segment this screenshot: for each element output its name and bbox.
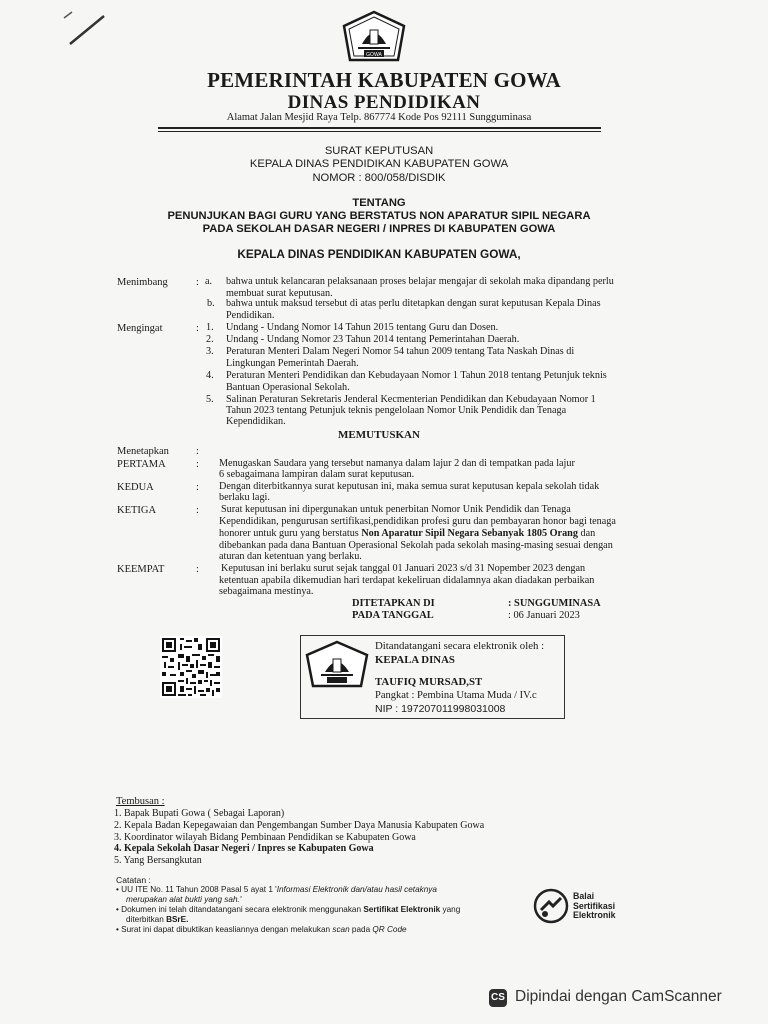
catatan-note-2-bold: Sertifikat Elektronik <box>363 905 441 914</box>
ketiga-highlight: Non Aparatur Sipil Negara Sebanyak 1805 Orang <box>361 528 578 539</box>
ketiga-label: KETIGA <box>117 505 157 516</box>
tanggal-value: : 06 Januari 2023 <box>508 610 580 621</box>
tembusan-item: 3. Koordinator wilayah Bidang Pembinaan Pendidikan se Kabupaten Gowa <box>114 831 416 843</box>
catatan-note-1-quote-end: merupakan alat bukti yang sah.' <box>126 895 242 904</box>
menimbang-marker-a: a. <box>205 276 213 287</box>
catatan-note-1-cont <box>116 895 516 905</box>
ditetapkan-label: DITETAPKAN DI <box>352 598 435 609</box>
ketiga-line5: aturan dan ketentuan yang berlaku. <box>219 551 362 562</box>
menimbang-b-line1: bahwa untuk maksud tersebut di atas perlu ditetapkan dengan surat keputusan Kepala Dinas <box>226 298 601 309</box>
pertama-colon: : <box>196 459 199 470</box>
ketiga-colon: : <box>196 505 199 516</box>
menimbang-marker-b: b. <box>207 298 215 309</box>
keempat-line2: ketentuan apabila dikemudian hari terdapat kekeliruan didalamnya akan diadakan perbaikan <box>219 575 595 586</box>
signer-rank: Pangkat : Pembina Utama Muda / IV.c <box>375 690 537 701</box>
memutuskan-heading: MEMUTUSKAN <box>338 429 420 441</box>
catatan-note-1-text: UU ITE No. 11 Tahun 2008 Pasal 5 ayat 1 ' <box>121 885 277 894</box>
kedua-line1: Dengan diterbitkannya surat keputusan ini, maka semua surat keputusan kepala sekolah tidak <box>219 481 600 492</box>
catatan-note-2-text: Dokumen ini telah ditandatangani secara elektronik menggunakan <box>121 905 364 914</box>
mengingat-marker-2: 2. <box>206 334 214 345</box>
header-divider-thin <box>158 131 601 132</box>
kedua-label: KEDUA <box>117 482 154 493</box>
mengingat-item-3-line2: Lingkungan Pemerintah Daerah. <box>226 358 359 369</box>
subject-line-2: PADA SEKOLAH DASAR NEGERI / INPRES DI KABUPATEN GOWA <box>202 223 556 235</box>
header-department: DINAS PENDIDIKAN <box>287 92 481 113</box>
menimbang-a-line2: membuat surat keputusan. <box>226 288 333 299</box>
issuer-heading: KEPALA DINAS PENDIDIKAN KABUPATEN GOWA, <box>237 247 521 261</box>
mengingat-item-2: Undang - Undang Nomor 23 Tahun 2014 tentang Pemerintahan Daerah. <box>226 334 520 345</box>
pen-mark <box>60 10 110 50</box>
keempat-line3: sebagaimana mestinya. <box>219 586 314 597</box>
doc-number: NOMOR : 800/058/DISDIK <box>312 172 446 184</box>
ketiga-line1: Surat keputusan ini dipergunakan untuk penerbitan Nomor Unik Pendidik dan Tenaga <box>221 504 571 515</box>
catatan-note-1: • UU ITE No. 11 Tahun 2008 Pasal 5 ayat 1 'Informasi Elektronik dan/atau hasil cetaknya <box>116 885 437 894</box>
ketiga-line3 <box>219 528 639 540</box>
bsre-logo-icon <box>533 888 569 924</box>
catatan-note-3-scan: scan <box>332 925 350 934</box>
mengingat-item-5-line3: Kependidikan. <box>226 416 286 427</box>
catatan-notes <box>116 885 516 935</box>
tanggal-label: PADA TANGGAL <box>352 610 434 621</box>
bsre-line-2: Sertifikasi <box>573 900 616 911</box>
gowa-emblem-icon <box>303 640 371 694</box>
ketiga-line2: Kependidikan, pengurusan sertifikasi,pendidikan profesi guru dan pembayaran honor bagi tenaga <box>219 516 616 527</box>
catatan-note-3-mid: pada <box>349 925 373 934</box>
ketiga-line3-end: dan <box>577 528 596 539</box>
mengingat-colon: : <box>196 323 199 334</box>
catatan-note-3-text: Surat ini dapat dibuktikan keasliannya dengan melakukan <box>121 925 333 934</box>
ditetapkan-value: : SUNGGUMINASA <box>508 598 601 609</box>
keempat-colon: : <box>196 564 199 575</box>
tembusan-item: 2. Kepala Badan Kepegawaian dan Pengembangan Sumber Daya Manusia Kabupaten Gowa <box>114 819 485 831</box>
pertama-line2: 6 sebagaimana lampiran dalam surat keputusan. <box>219 469 415 480</box>
tembusan-item: 4. Kepala Sekolah Dasar Negeri / Inpres se Kabupaten Gowa <box>114 843 374 855</box>
mengingat-marker-4: 4. <box>206 370 214 381</box>
header-divider <box>158 127 601 129</box>
tembusan-item: 1. Bapak Bupati Gowa ( Sebagai Laporan) <box>114 808 285 819</box>
kedua-colon: : <box>196 482 199 493</box>
mengingat-item-3-line1: Peraturan Menteri Dalam Negeri Nomor 54 tahun 2009 tentang Tata Naskah Dinas di <box>226 346 575 357</box>
menimbang-colon: : <box>196 277 199 288</box>
subject-line-1: PENUNJUKAN BAGI GURU YANG BERSTATUS NON APARATUR SIPIL NEGARA <box>167 210 591 222</box>
mengingat-marker-1: 1. <box>206 322 214 333</box>
ketiga-line4: dibebankan pada dana Bantuan Operasional Sekolah pada sekolah masing-masing sesuai dengan <box>219 540 613 551</box>
catatan-note-1-quote: Informasi Elektronik dan/atau hasil cetaknya <box>276 885 437 894</box>
tembusan-item: 5. Yang Bersangkutan <box>114 855 202 867</box>
doc-type: SURAT KEPUTUSAN <box>324 145 434 157</box>
menetapkan-colon: : <box>196 446 199 457</box>
mengingat-marker-3: 3. <box>206 346 214 357</box>
camscanner-logo-icon: CS <box>489 989 507 1007</box>
qr-code-icon <box>160 636 222 698</box>
bsre-line-3: Elektronik <box>573 910 616 921</box>
menimbang-a-line1: bahwa untuk kelancaran pelaksanaan proses belajar mengajar di sekolah maka dipandang perlu <box>226 276 614 287</box>
esign-statement: Ditandatangani secara elektronik oleh : <box>375 640 545 652</box>
signer-title: KEPALA DINAS <box>375 654 455 666</box>
camscanner-watermark: Dipindai dengan CamScanner <box>515 988 722 1005</box>
catatan-note-3-qr: QR Code <box>372 925 407 934</box>
catatan-note-2-end: yang <box>440 905 461 914</box>
tembusan-label: Tembusan : <box>116 796 165 807</box>
header-institution: PEMERINTAH KABUPATEN GOWA <box>207 68 561 92</box>
catatan-note-3: • Surat ini dapat dibuktikan keasliannya dengan melakukan scan pada QR Code <box>116 925 407 934</box>
header-address: Alamat Jalan Mesjid Raya Telp. 867774 Kode Pos 92111 Sungguminasa <box>226 112 532 123</box>
mengingat-item-1: Undang - Undang Nomor 14 Tahun 2015 tentang Guru dan Dosen. <box>226 322 499 333</box>
catatan-note-2-bsre: BSrE. <box>166 915 189 924</box>
tembusan-list <box>114 808 484 867</box>
keempat-label: KEEMPAT <box>117 564 165 575</box>
gowa-emblem-icon <box>340 10 408 68</box>
mengingat-item-4-line2: Bantuan Operasional Sekolah. <box>226 382 350 393</box>
pertama-label: PERTAMA <box>117 459 166 470</box>
catatan-label: Catatan : <box>116 875 151 885</box>
catatan-note-2-cont <box>116 915 516 925</box>
mengingat-item-4-line1: Peraturan Menteri Pendidikan dan Kebudayaan Nomor 1 Tahun 2018 tentang Petunjuk teknis <box>226 370 607 381</box>
kedua-line2: berlaku lagi. <box>219 492 270 503</box>
menimbang-label: Menimbang <box>117 277 168 288</box>
bsre-label <box>573 892 616 921</box>
signer-nip: NIP : 197207011998031008 <box>375 703 506 715</box>
menetapkan-label: Menetapkan <box>117 446 169 457</box>
signer-name: TAUFIQ MURSAD,ST <box>375 676 483 688</box>
catatan-note-2: • Dokumen ini telah ditandatangani secara elektronik menggunakan Sertifikat Elektronik yang <box>116 905 461 914</box>
pertama-line1: Menugaskan Saudara yang tersebut namanya dalam lajur 2 dan di tempatkan pada lajur <box>219 458 575 469</box>
mengingat-item-5-line1: Salinan Peraturan Sekretaris Jenderal Kecmenterian Pendidikan dan Kebudayaan Nomor 1 <box>226 394 596 405</box>
doc-issuer: KEPALA DINAS PENDIDIKAN KABUPATEN GOWA <box>249 158 509 170</box>
mengingat-marker-5: 5. <box>206 394 214 405</box>
catatan-note-2-cont-text: diterbitkan <box>126 915 167 924</box>
ketiga-line3-start: honorer untuk guru yang berstatus <box>219 528 362 539</box>
bsre-line-1: Balai <box>573 891 595 901</box>
tentang-heading: TENTANG <box>352 197 406 209</box>
emblem-label: GOWA <box>366 52 382 58</box>
mengingat-label: Mengingat <box>117 323 163 334</box>
menimbang-b-line2: Pendidikan. <box>226 310 275 321</box>
keempat-line1: Keputusan ini berlaku surut sejak tanggal 01 Januari 2023 s/d 31 Nopember 2023 dengan <box>221 563 586 574</box>
mengingat-item-5-line2: Tahun 2023 tentang Petunjuk teknis pengelolaan Nomor Unik Pendidik dan Tenaga <box>226 405 567 416</box>
